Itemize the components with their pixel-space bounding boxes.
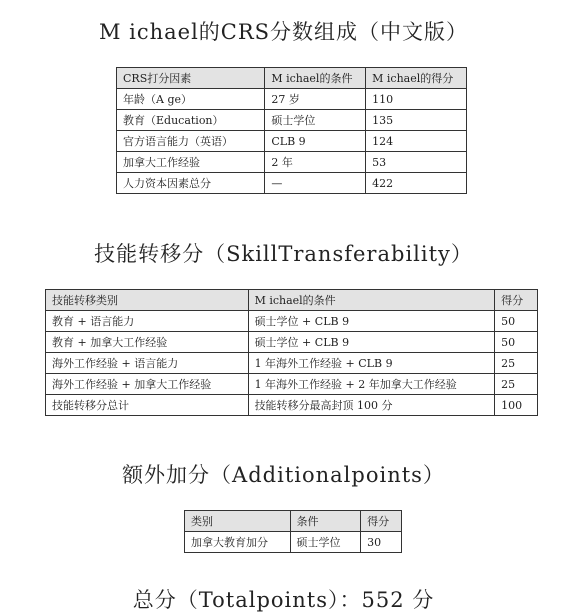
table-cell: 教育 + 加拿大工作经验	[46, 332, 249, 353]
total-points-title: 总分（Totalpoints）：552 分	[132, 588, 435, 612]
table-cell: 27 岁	[265, 89, 366, 110]
table-row	[117, 131, 467, 152]
table-row	[117, 89, 467, 110]
table-cell: CLB 9	[265, 131, 366, 152]
column-header: 条件	[290, 511, 361, 532]
table-cell: 30	[361, 532, 402, 553]
table-cell: 硕士学位	[265, 110, 366, 131]
table-cell: 加拿大教育加分	[185, 532, 291, 553]
column-header: CRS打分因素	[117, 68, 265, 89]
crs-title: M ichael的CRS分数组成（中文版）	[98, 20, 469, 44]
table-cell: 25	[495, 353, 538, 374]
table-cell: 人力资本因素总分	[117, 173, 265, 194]
table-cell: 422	[366, 173, 467, 194]
table-cell: 海外工作经验 + 加拿大工作经验	[46, 374, 249, 395]
column-header: M ichael的得分	[366, 68, 467, 89]
column-header: M ichael的条件	[248, 290, 495, 311]
crs-table	[116, 67, 467, 194]
table-cell: 硕士学位	[290, 532, 361, 553]
table-cell: 53	[366, 152, 467, 173]
table-cell: 50	[495, 311, 538, 332]
table-cell: —	[265, 173, 366, 194]
column-header: 得分	[361, 511, 402, 532]
additional-points-title: 额外加分（Additionalpoints）	[122, 463, 445, 487]
table-cell: 100	[495, 395, 538, 416]
table-row	[46, 311, 538, 332]
table-cell: 1 年海外工作经验 + CLB 9	[248, 353, 495, 374]
table-cell: 硕士学位 + CLB 9	[248, 332, 495, 353]
skill-transferability-title: 技能转移分（SkillTransferability）	[94, 242, 473, 266]
table-header-row	[46, 290, 538, 311]
table-cell: 技能转移分最高封顶 100 分	[248, 395, 495, 416]
table-row	[117, 152, 467, 173]
table-cell: 124	[366, 131, 467, 152]
table-cell: 50	[495, 332, 538, 353]
table-cell: 1 年海外工作经验 + 2 年加拿大工作经验	[248, 374, 495, 395]
table-cell: 硕士学位 + CLB 9	[248, 311, 495, 332]
table-cell: 海外工作经验 + 语言能力	[46, 353, 249, 374]
table-row	[46, 332, 538, 353]
table-row	[117, 110, 467, 131]
table-cell: 135	[366, 110, 467, 131]
table-cell: 2 年	[265, 152, 366, 173]
table-cell: 教育 + 语言能力	[46, 311, 249, 332]
table-row	[46, 395, 538, 416]
column-header: 得分	[495, 290, 538, 311]
table-cell: 技能转移分总计	[46, 395, 249, 416]
table-cell: 教育（Education）	[117, 110, 265, 131]
table-row	[46, 374, 538, 395]
column-header: 技能转移类别	[46, 290, 249, 311]
table-row	[46, 353, 538, 374]
table-row	[117, 173, 467, 194]
table-header-row	[117, 68, 467, 89]
table-cell: 加拿大工作经验	[117, 152, 265, 173]
skill-table	[45, 289, 538, 416]
table-cell: 110	[366, 89, 467, 110]
table-header-row	[185, 511, 402, 532]
column-header: 类别	[185, 511, 291, 532]
additional-table	[184, 510, 402, 553]
table-cell: 年龄（A ge）	[117, 89, 265, 110]
table-cell: 官方语言能力（英语）	[117, 131, 265, 152]
table-cell: 25	[495, 374, 538, 395]
column-header: M ichael的条件	[265, 68, 366, 89]
table-row	[185, 532, 402, 553]
